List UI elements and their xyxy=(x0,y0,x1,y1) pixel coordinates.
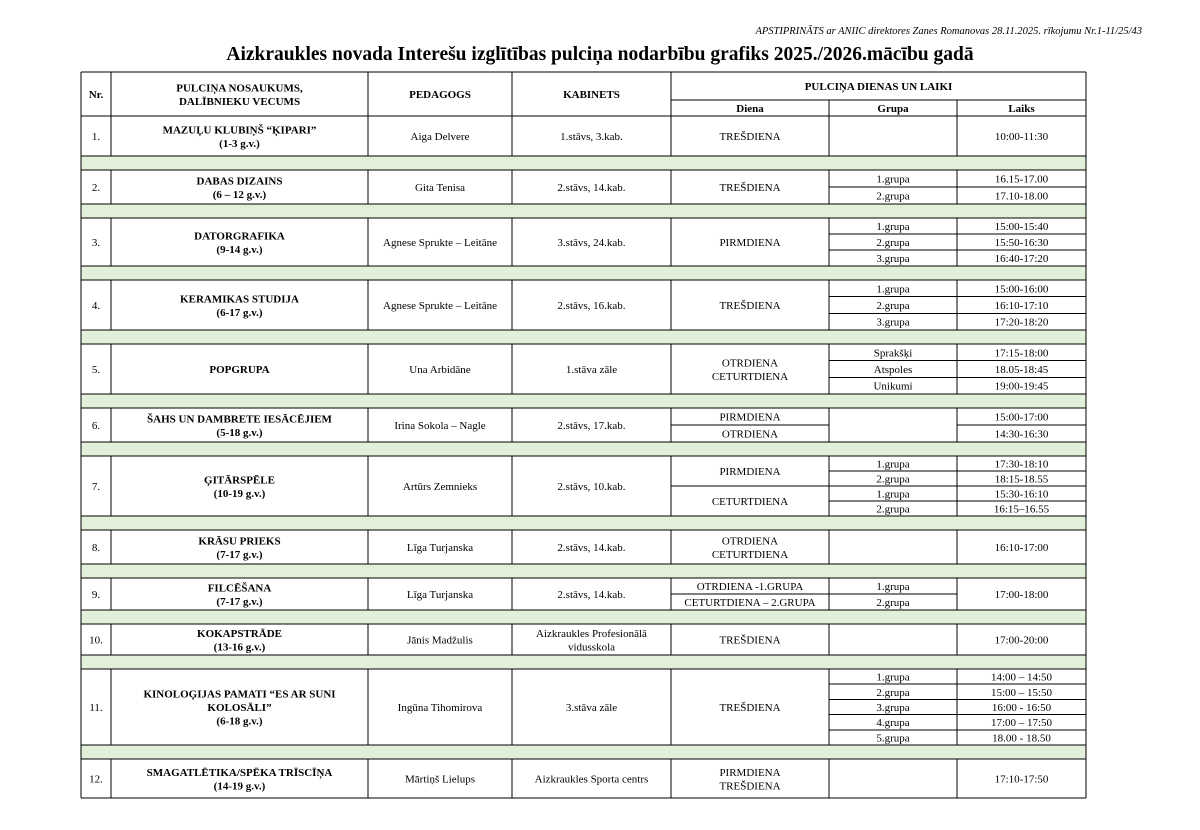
time-cell: 18:15-18.55 xyxy=(994,473,1049,486)
time-cell: 16:15–16.55 xyxy=(993,503,1050,516)
room-name: Aizkraukles Sporta centrs xyxy=(534,773,649,786)
header-teacher: PEDAGOGS xyxy=(409,89,471,101)
day-cell: PIRMDIENA xyxy=(719,411,781,424)
day-cell: OTRDIENA xyxy=(721,535,779,548)
room-name: 2.stāvs, 14.kab. xyxy=(557,542,626,554)
separator-row xyxy=(82,442,1086,456)
group-cell: 1.grupa xyxy=(876,488,910,501)
row-number: 1. xyxy=(91,131,101,143)
row-number: 12. xyxy=(89,773,103,786)
club-name: (5-18 g.v.) xyxy=(216,426,263,439)
separator-row xyxy=(82,266,1086,280)
day-cell: TREŠDIENA xyxy=(719,634,781,647)
time-cell: 16:00 - 16:50 xyxy=(991,702,1052,714)
time-cell: 17:10-17:50 xyxy=(994,773,1049,786)
header-time: Laiks xyxy=(1008,103,1035,115)
time-cell: 17:00 – 17:50 xyxy=(990,717,1053,730)
row-number: 11. xyxy=(89,702,103,714)
separator-row xyxy=(82,394,1086,408)
row-number: 3. xyxy=(91,237,101,249)
teacher-name: Gita Tenisa xyxy=(414,182,466,194)
time-cell: 15:00-17:00 xyxy=(994,411,1049,424)
row-number: 10. xyxy=(89,634,103,647)
time-cell: 18.00 - 18.50 xyxy=(992,732,1051,745)
room-name: 3.stāvs, 24.kab. xyxy=(557,237,626,249)
club-name: (13-16 g.v.) xyxy=(213,641,266,654)
teacher-name: Agnese Sprukte – Leitāne xyxy=(383,300,497,312)
club-name: POPGRUPA xyxy=(209,364,270,376)
club-name: KOKAPSTRĀDE xyxy=(197,627,282,640)
time-cell: 17:15-18:00 xyxy=(994,347,1049,360)
group-cell: 1.grupa xyxy=(876,671,910,684)
row-number: 4. xyxy=(91,300,101,312)
separator-row xyxy=(82,156,1086,170)
teacher-name: Līga Turjanska xyxy=(406,542,474,554)
club-name: ĢITĀRSPĒLE xyxy=(204,474,275,487)
day-cell: TREŠDIENA xyxy=(719,702,781,714)
page-title: Aizkraukles novada Interešu izglītības pulciņa nodarbību grafiks 2025./2026.mācību gadā xyxy=(226,44,974,65)
day-cell: TREŠDIENA xyxy=(719,131,781,143)
club-name: ŠAHS UN DAMBRETE IESĀCĒJIEM xyxy=(147,413,332,426)
separator-row xyxy=(82,745,1086,759)
teacher-name: Līga Turjanska xyxy=(406,589,474,601)
header-nr: Nr. xyxy=(88,89,104,101)
day-cell: TREŠDIENA xyxy=(719,182,781,194)
time-cell: 17.10-18.00 xyxy=(994,190,1049,203)
header-group: Grupa xyxy=(877,103,909,115)
group-cell: 1.grupa xyxy=(876,458,910,471)
time-cell: 10:00-11:30 xyxy=(994,131,1049,143)
group-cell: 1.grupa xyxy=(876,581,910,593)
club-name: FILCĒŠANA xyxy=(207,582,272,595)
group-cell: Unikumi xyxy=(873,380,913,393)
teacher-name: Mārtiņš Lielups xyxy=(405,773,475,786)
club-name: SMAGATLĒTIKA/SPĒKA TRĪSCĪŅA xyxy=(146,766,333,779)
club-name: DABAS DIZAINS xyxy=(196,175,283,188)
club-name: KOLOSĀLI” xyxy=(207,702,272,714)
group-cell: Atspoles xyxy=(873,364,913,376)
row-number: 5. xyxy=(91,364,101,376)
day-cell: CETURTDIENA xyxy=(711,496,789,508)
day-cell: TREŠDIENA xyxy=(719,780,781,793)
time-cell: 15:00-15:40 xyxy=(994,221,1049,233)
day-cell: PIRMDIENA xyxy=(719,766,781,779)
club-name: KINOLOĢIJAS PAMATI “ES AR SUNI xyxy=(143,688,336,701)
separator-row xyxy=(82,610,1086,624)
time-cell: 17:20-18:20 xyxy=(994,316,1049,329)
group-cell: 2.grupa xyxy=(876,473,910,486)
club-name: KERAMIKAS STUDIJA xyxy=(180,293,299,306)
day-cell: CETURTDIENA xyxy=(711,548,789,561)
time-cell: 16:40-17:20 xyxy=(994,253,1049,265)
group-cell: 3.grupa xyxy=(876,316,910,329)
group-cell: 3.grupa xyxy=(876,253,910,265)
club-name: (7-17 g.v.) xyxy=(216,595,263,608)
header-room: KABINETS xyxy=(563,89,620,101)
room-name: 2.stāvs, 17.kab. xyxy=(557,420,626,432)
time-cell: 15:30-16:10 xyxy=(994,488,1049,501)
day-cell: OTRDIENA -1.GRUPA xyxy=(696,581,804,593)
group-cell: 2.grupa xyxy=(876,597,910,609)
club-name: (1-3 g.v.) xyxy=(219,137,260,150)
time-cell: 19:00-19:45 xyxy=(994,380,1049,393)
day-cell: TREŠDIENA xyxy=(719,300,781,312)
teacher-name: Aiga Delvere xyxy=(410,131,470,143)
time-cell: 18.05-18:45 xyxy=(994,364,1049,376)
group-cell: 3.grupa xyxy=(876,702,910,714)
time-cell: 15:00-16:00 xyxy=(994,283,1049,296)
club-name: DATORGRAFIKA xyxy=(194,230,285,243)
room-name: 2.stāvs, 10.kab. xyxy=(557,481,626,493)
club-name: (6-18 g.v.) xyxy=(216,715,263,728)
row-number: 9. xyxy=(91,589,101,601)
time-cell: 16:10-17:00 xyxy=(994,542,1049,554)
teacher-name: Irina Sokola – Nagle xyxy=(394,420,486,432)
time-cell: 16.15-17.00 xyxy=(994,173,1049,186)
group-cell: 2.grupa xyxy=(876,190,910,203)
club-name: (6-17 g.v.) xyxy=(216,306,263,319)
room-name: Aizkraukles Profesionālā xyxy=(536,627,647,640)
club-name: (10-19 g.v.) xyxy=(213,487,266,500)
group-cell: 1.grupa xyxy=(876,173,910,186)
group-cell: 2.grupa xyxy=(876,686,910,699)
room-name: 2.stāvs, 14.kab. xyxy=(557,589,626,601)
day-cell: PIRMDIENA xyxy=(719,237,781,249)
day-cell: CETURTDIENA xyxy=(711,370,789,383)
day-cell: PIRMDIENA xyxy=(719,466,781,478)
row-number: 7. xyxy=(91,481,101,493)
group-cell: 2.grupa xyxy=(876,300,910,312)
room-name: 1.stāvs, 3.kab. xyxy=(560,131,623,143)
club-name: (9-14 g.v.) xyxy=(216,243,263,256)
group-cell: Sprakšķi xyxy=(873,347,913,360)
teacher-name: Artūrs Zemnieks xyxy=(402,481,478,493)
teacher-name: Una Arbidāne xyxy=(409,364,471,376)
group-cell: 2.grupa xyxy=(876,503,910,516)
group-cell: 1.grupa xyxy=(876,221,910,233)
separator-row xyxy=(82,564,1086,578)
separator-row xyxy=(82,655,1086,669)
header-schedule: PULCIŅA DIENAS UN LAIKI xyxy=(804,81,953,93)
row-number: 6. xyxy=(91,420,101,432)
header-day: Diena xyxy=(736,103,764,115)
time-cell: 14:30-16:30 xyxy=(994,428,1049,441)
time-cell: 17:00-18:00 xyxy=(994,589,1049,601)
group-cell: 4.grupa xyxy=(876,717,910,730)
club-name: KRĀSU PRIEKS xyxy=(198,535,281,548)
day-cell: OTRDIENA xyxy=(721,357,779,370)
time-cell: 16:10-17:10 xyxy=(994,300,1049,312)
group-cell: 2.grupa xyxy=(876,237,910,249)
group-cell: 5.grupa xyxy=(876,732,910,745)
time-cell: 14:00 – 14:50 xyxy=(990,671,1053,684)
teacher-name: Jānis Madžulis xyxy=(407,634,473,647)
separator-row xyxy=(82,204,1086,218)
row-number: 8. xyxy=(91,542,101,554)
club-name: (6 – 12 g.v.) xyxy=(212,188,267,201)
room-name: 2.stāvs, 14.kab. xyxy=(557,182,626,194)
room-name: 2.stāvs, 16.kab. xyxy=(557,300,626,312)
time-cell: 15:00 – 15:50 xyxy=(990,686,1053,699)
teacher-name: Ingūna Tihomirova xyxy=(397,702,483,714)
club-name: MAZUĻU KLUBIŅŠ “ĶIPARI” xyxy=(162,124,317,137)
separator-row xyxy=(82,516,1086,530)
group-cell: 1.grupa xyxy=(876,283,910,296)
day-cell: CETURTDIENA – 2.GRUPA xyxy=(684,597,816,609)
row-number: 2. xyxy=(91,182,101,194)
approval-note: APSTIPRINĀTS ar ANIIC direktores Zanes Romanovas 28.11.2025. rīkojumu Nr.1-11/25/43 xyxy=(755,26,1142,37)
time-cell: 17:30-18:10 xyxy=(994,458,1049,471)
room-name: 3.stāva zāle xyxy=(565,702,618,714)
club-name: (7-17 g.v.) xyxy=(216,548,263,561)
club-name: (14-19 g.v.) xyxy=(213,780,266,793)
separator-row xyxy=(82,330,1086,344)
header-name: DALĪBNIEKU VECUMS xyxy=(178,95,301,108)
teacher-name: Agnese Sprukte – Leitāne xyxy=(383,237,497,249)
room-name: vidusskola xyxy=(567,641,616,654)
room-name: 1.stāva zāle xyxy=(565,364,618,376)
time-cell: 15:50-16:30 xyxy=(994,237,1049,249)
time-cell: 17:00-20:00 xyxy=(994,634,1049,647)
header-name: PULCIŅA NOSAUKUMS, xyxy=(176,82,303,95)
day-cell: OTRDIENA xyxy=(721,428,779,441)
